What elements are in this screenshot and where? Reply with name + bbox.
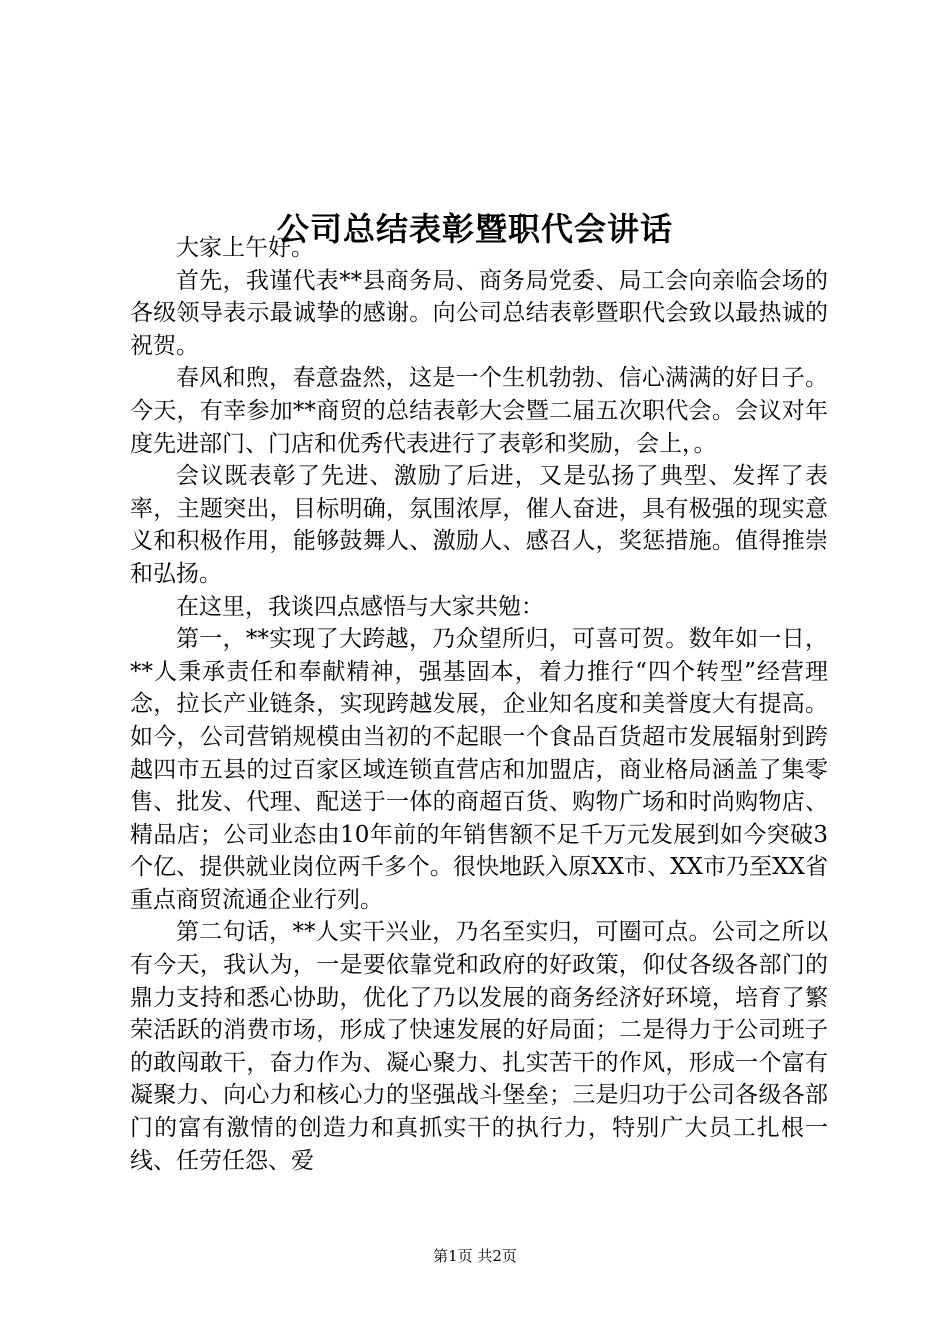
paragraph-significance: 会议既表彰了先进、激励了后进，又是弘扬了典型、发挥了表率，主题突出，目标明确，氛围浓厚，催人奋进，具有极强的现实意义和积极作用，能够鼓舞人、激励人、感召人，奖惩措施。值得推崇和弘扬。 — [130, 463, 828, 587]
paragraph-thanks: 首先，我谨代表**县商务局、商务局党委、局工会向亲临会场的各级领导表示最诚挚的感谢。向公司总结表彰暨职代会致以最热诚的祝贺。 — [130, 267, 828, 359]
paragraph-meeting: 春风和煦，春意盎然，这是一个生机勃勃、信心满满的好日子。今天，有幸参加**商贸的总结表彰大会暨二届五次职代会。会议对年度先进部门、门店和优秀代表进行了表彰和奖励，会上，。 — [130, 365, 828, 457]
paragraph-point-one: 第一，**实现了大跨越，乃众望所归，可喜可贺。数年如一日，**人秉承责任和奉献精神，强基固本，着力推行“四个转型”经营理念，拉长产业链条，实现跨越发展，企业知名度和美誉度大有提高。如今，公司营销规模由当初的不起眼一个食品百货超市发展辐射到跨越四市五县的过百家区域连锁直营店和加盟店，商业格局涵盖了集零售、批发、代理、配送于一体的商超百货、购物广场和时尚购物店、精品店；公司业态由10年前的年销售额不足千万元发展到如今突破3个亿、提供就业岗位两千多个。很快地跃入原XX市、XX市乃至XX省重点商贸流通企业行列。 — [130, 626, 828, 913]
document-body — [130, 232, 828, 1177]
paragraph-intro-points: 在这里，我谈四点感悟与大家共勉： — [176, 593, 544, 620]
document-title: 公司总结表彰暨职代会讲话 — [276, 210, 673, 249]
paragraph-greeting: 大家上午好。 — [176, 235, 314, 261]
page-number-footer: 第1页 共2页 — [433, 1247, 517, 1265]
paragraph-point-two: 第二句话，**人实干兴业，乃名至实归，可圈可点。公司之所以有今天，我认为，一是要依靠党和政府的好政策，仰仗各级各部门的鼎力支持和悉心协助，优化了乃以发展的商务经济好环境，培育了繁荣活跃的消费市场，形成了快速发展的好局面；二是得力于公司班子的敢闯敢干，奋力作为、凝心聚力、扎实苦干的作风，形成一个富有凝聚力、向心力和核心力的坚强战斗堡垒；三是归功于公司各级各部门的富有激情的创造力和真抓实干的执行力，特别广大员工扎根一线、任劳任怨、爱 — [130, 919, 828, 1174]
